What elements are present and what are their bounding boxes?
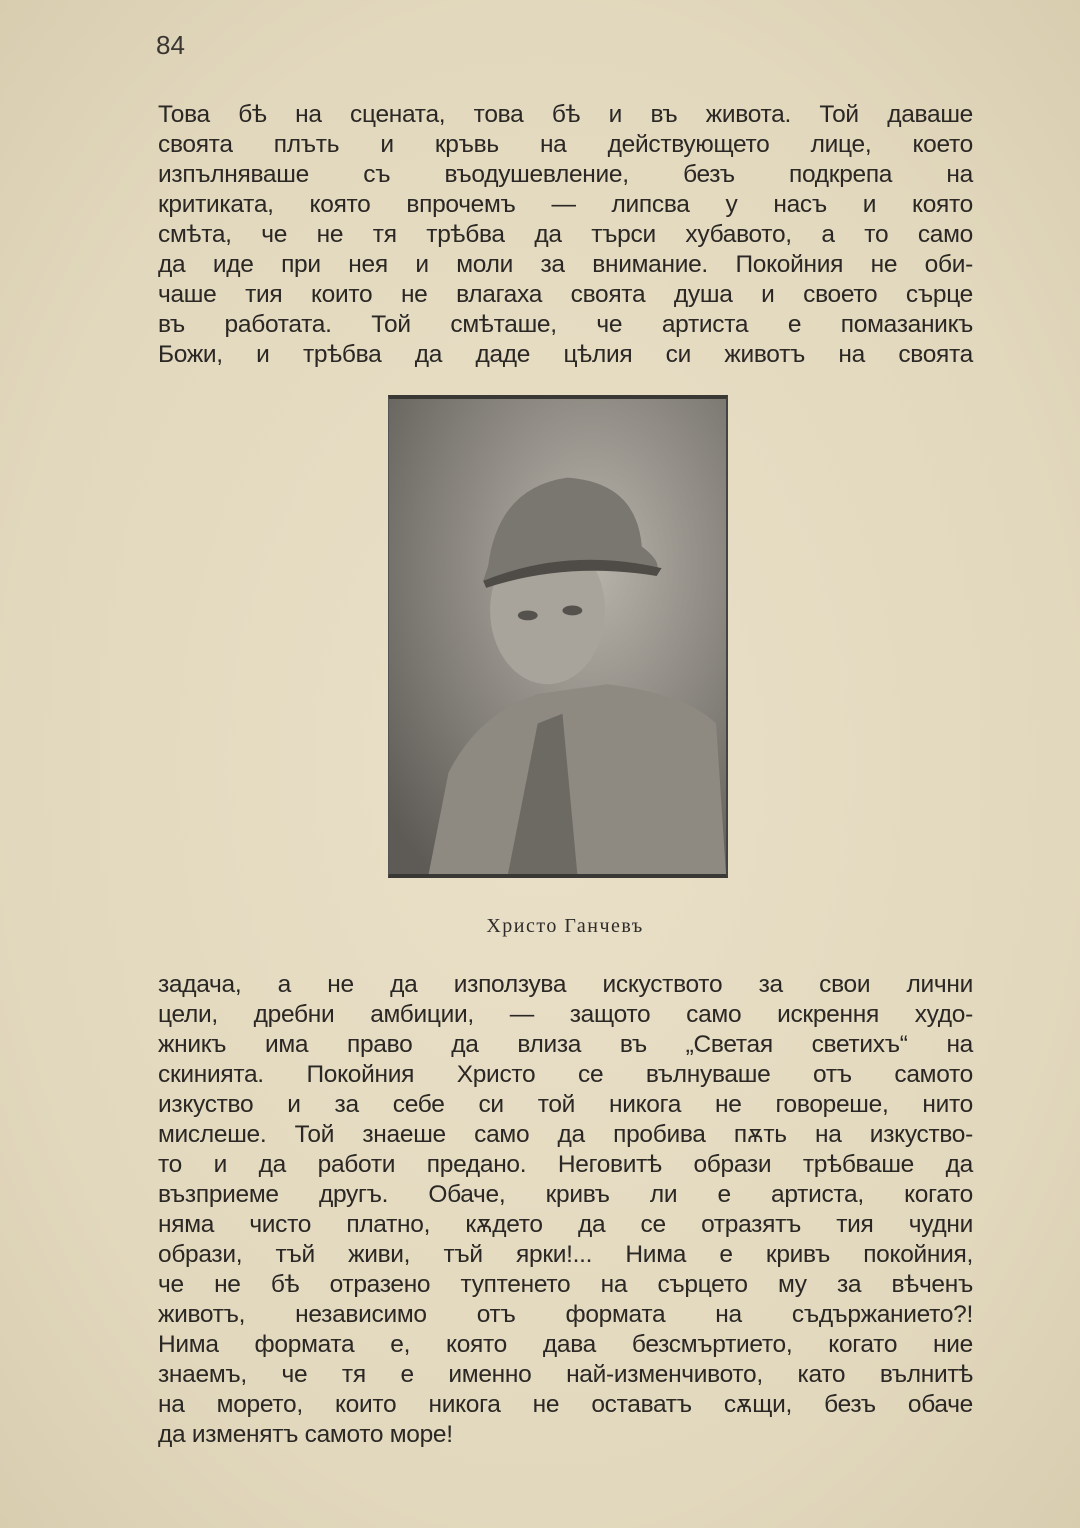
text-line: образи, тъй живи, тъй ярки!... Нима е кривъ покойния, — [158, 1241, 973, 1268]
text-line: жникъ има право да влиза въ „Светая светихъ“ на — [158, 1031, 973, 1058]
text-line: Нима формата е, която дава безсмъртието, когато ние — [158, 1331, 973, 1358]
text-line: то и да работи предано. Неговитѣ образи трѣбваше да — [158, 1151, 973, 1178]
text-line: да иде при нея и моли за внимание. Покойния не оби- — [158, 251, 973, 278]
text-line: че не бѣ отразено туптенето на сърцето му за вѣченъ — [158, 1271, 973, 1298]
text-line: възприеме другъ. Обаче, кривъ ли е артиста, когато — [158, 1181, 973, 1208]
text-line: Това бѣ на сцената, това бѣ и въ живота. Той даваше — [158, 101, 973, 128]
text-line: своята плъть и кръвь на действующето лице, което — [158, 131, 973, 158]
text-line: да изменятъ самото море! — [158, 1421, 453, 1448]
top-paragraph — [158, 100, 973, 370]
text-line: знаемъ, че тя е именно най-изменчивото, като вълнитѣ — [158, 1361, 973, 1388]
text-line: изпълняваше съ въодушевление, безъ подкрепа на — [158, 161, 973, 188]
text-line: задача, а не да използува искуството за свои лични — [158, 971, 973, 998]
text-line: смѣта, че не тя трѣбва да търси хубавото, а то само — [158, 221, 973, 248]
photo-caption: Христо Ганчевъ — [486, 915, 644, 937]
text-line: критиката, която впрочемъ — липсва у насъ и която — [158, 191, 973, 218]
text-line: въ работата. Той смѣташе, че артиста е помазаникъ — [158, 311, 973, 338]
text-line: на морето, които никога не оставатъ сѫщи, безъ обаче — [158, 1391, 973, 1418]
text-line: скинията. Покойния Христо се вълнуваше отъ самото — [158, 1061, 973, 1088]
text-line: чаше тия които не влагаха своята душа и своето сърце — [158, 281, 973, 308]
text-line: животъ, независимо отъ формата на съдържанието?! — [158, 1301, 973, 1328]
text-line: Божи, и трѣбва да даде цѣлия си животъ на своята — [158, 341, 973, 368]
text-line: няма чисто платно, кѫдето да се отразятъ тия чудни — [158, 1211, 973, 1238]
portrait-photo — [388, 395, 728, 878]
bottom-paragraph — [158, 970, 973, 1450]
page-number: 84 — [156, 30, 185, 60]
text-line: цели, дребни амбиции, — защото само искрення худо- — [158, 1001, 973, 1028]
text-line: мислеше. Той знаеше само да пробива пѫть на изкуство- — [158, 1121, 973, 1148]
text-line: изкуство и за себе си той никога не говореше, нито — [158, 1091, 973, 1118]
